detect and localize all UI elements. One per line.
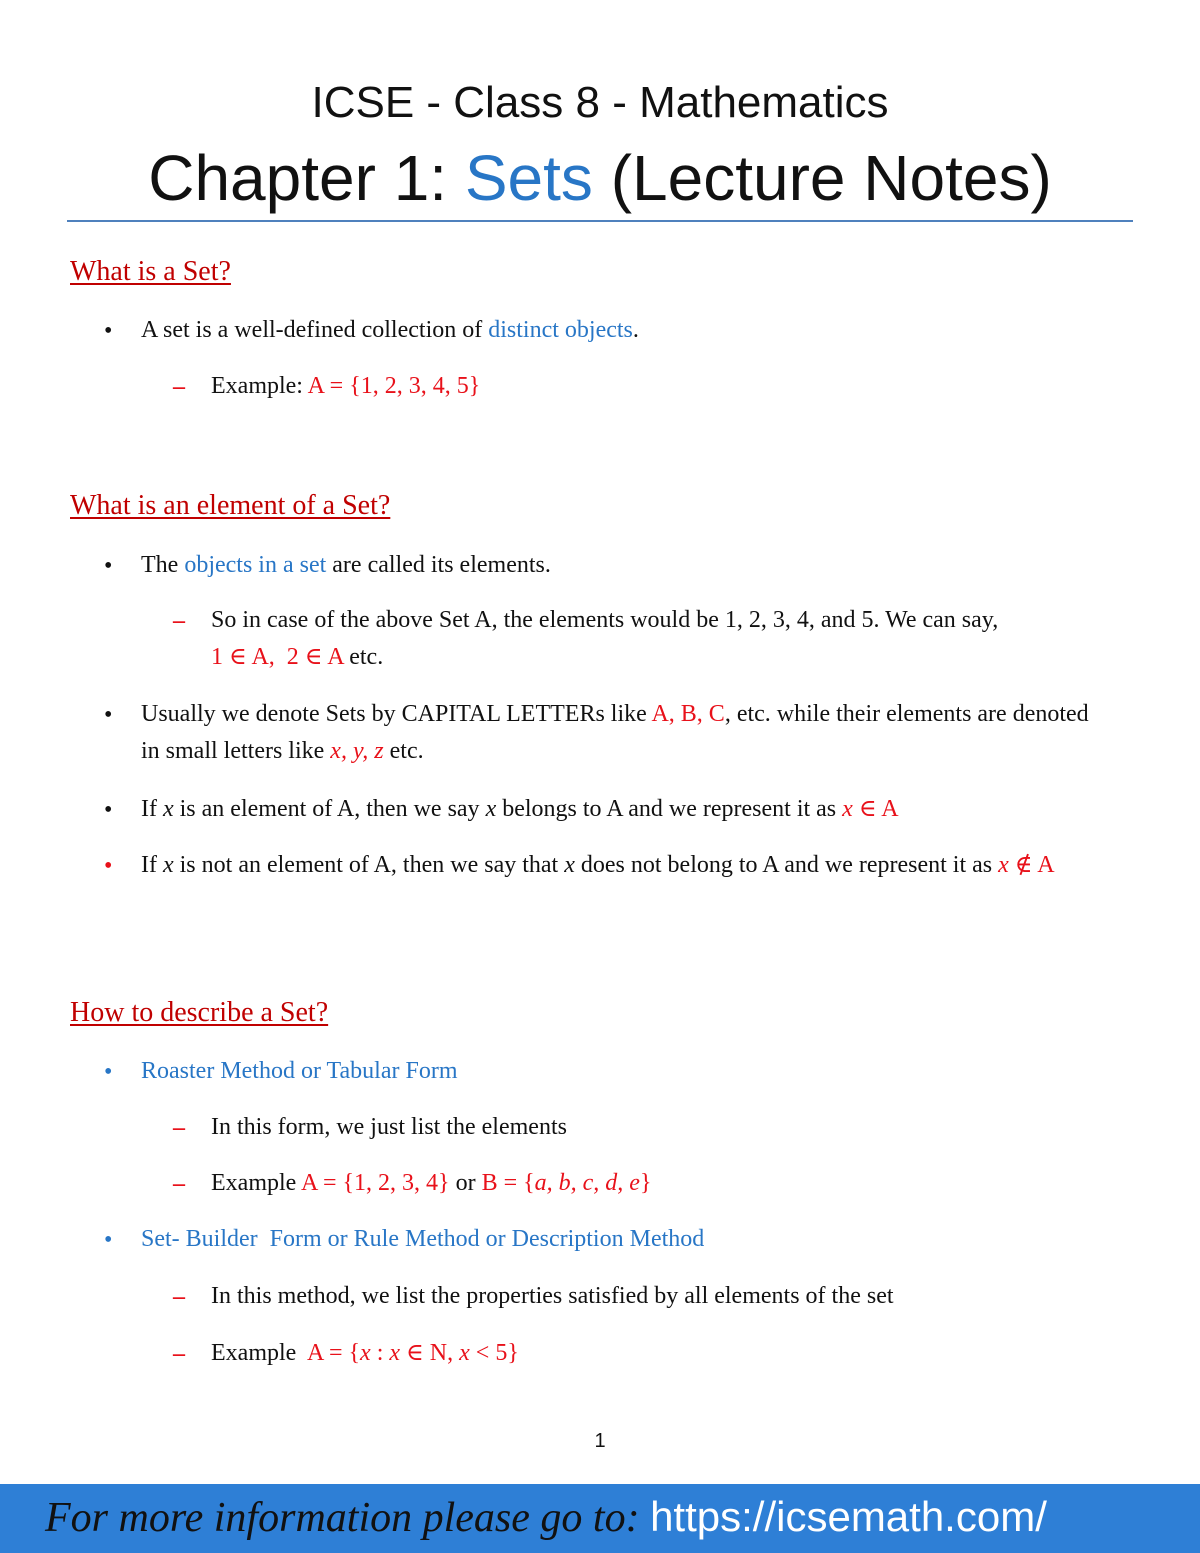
- dash-icon: –: [173, 608, 185, 634]
- dash-icon: –: [173, 1171, 185, 1197]
- bullet-icon: •: [104, 318, 113, 344]
- title-suffix: (Lecture Notes): [592, 142, 1052, 214]
- elements-example-text: So in case of the above Set A, the elements would be 1, 2, 3, 4, and 5. We can say, 1 ∈ A, 2 ∈ A etc.: [211, 607, 999, 670]
- dash-icon: –: [173, 374, 185, 400]
- page-number: 1: [594, 1430, 606, 1452]
- roster-method-description: In this form, we just list the elements: [211, 1114, 567, 1140]
- notation-text: Usually we denote Sets by CAPITAL LETTERs like A, B, C, etc. while their elements are denoted in small letters like x, y, z etc.: [141, 701, 1089, 764]
- roster-method-example: Example A = {1, 2, 3, 4} or B = {a, b, c, d, e}: [211, 1170, 652, 1196]
- set-example-text: Example: A = {1, 2, 3, 4, 5}: [211, 373, 481, 399]
- not-belongs-to-text: If x is not an element of A, then we say that x does not belong to A and we represent it as x ∉ A: [141, 852, 1055, 878]
- elements-definition-text: The objects in a set are called its elements.: [141, 552, 551, 578]
- bullet-icon: •: [104, 702, 113, 728]
- dash-icon: –: [173, 1284, 185, 1310]
- set-builder-example: Example A = {x : x ∈ N, x < 5}: [211, 1340, 519, 1366]
- bullet-icon: •: [104, 797, 113, 823]
- set-builder-description: In this method, we list the properties satisfied by all elements of the set: [211, 1283, 894, 1309]
- section-heading-what-is-set: What is a Set?: [70, 256, 231, 287]
- section-heading-element-of-set: What is an element of a Set?: [70, 490, 391, 521]
- header-divider: [67, 220, 1133, 222]
- dash-icon: –: [173, 1341, 185, 1367]
- set-definition-text: A set is a well-defined collection of distinct objects.: [141, 317, 639, 343]
- bullet-icon: •: [104, 1227, 113, 1253]
- belongs-to-text: If x is an element of A, then we say x belongs to A and we represent it as x ∈ A: [141, 796, 899, 822]
- dash-icon: –: [173, 1115, 185, 1141]
- roster-method-label: Roaster Method or Tabular Form: [141, 1058, 458, 1084]
- set-builder-method-label: Set- Builder Form or Rule Method or Description Method: [141, 1226, 705, 1252]
- section-heading-describe-set: How to describe a Set?: [70, 997, 329, 1028]
- footer-text: [45, 1490, 1185, 1545]
- bullet-icon: •: [104, 1059, 113, 1085]
- footer-link[interactable]: https://icsemath.com/: [650, 1493, 1047, 1540]
- page-title: [0, 140, 1200, 216]
- title-topic: Sets: [464, 142, 593, 214]
- bullet-icon: •: [104, 853, 113, 879]
- bullet-icon: •: [104, 553, 113, 579]
- title-prefix: Chapter 1:: [148, 142, 465, 214]
- footer-prefix: For more information please go to:: [45, 1495, 651, 1541]
- page-subtitle: ICSE - Class 8 - Mathematics: [311, 78, 889, 127]
